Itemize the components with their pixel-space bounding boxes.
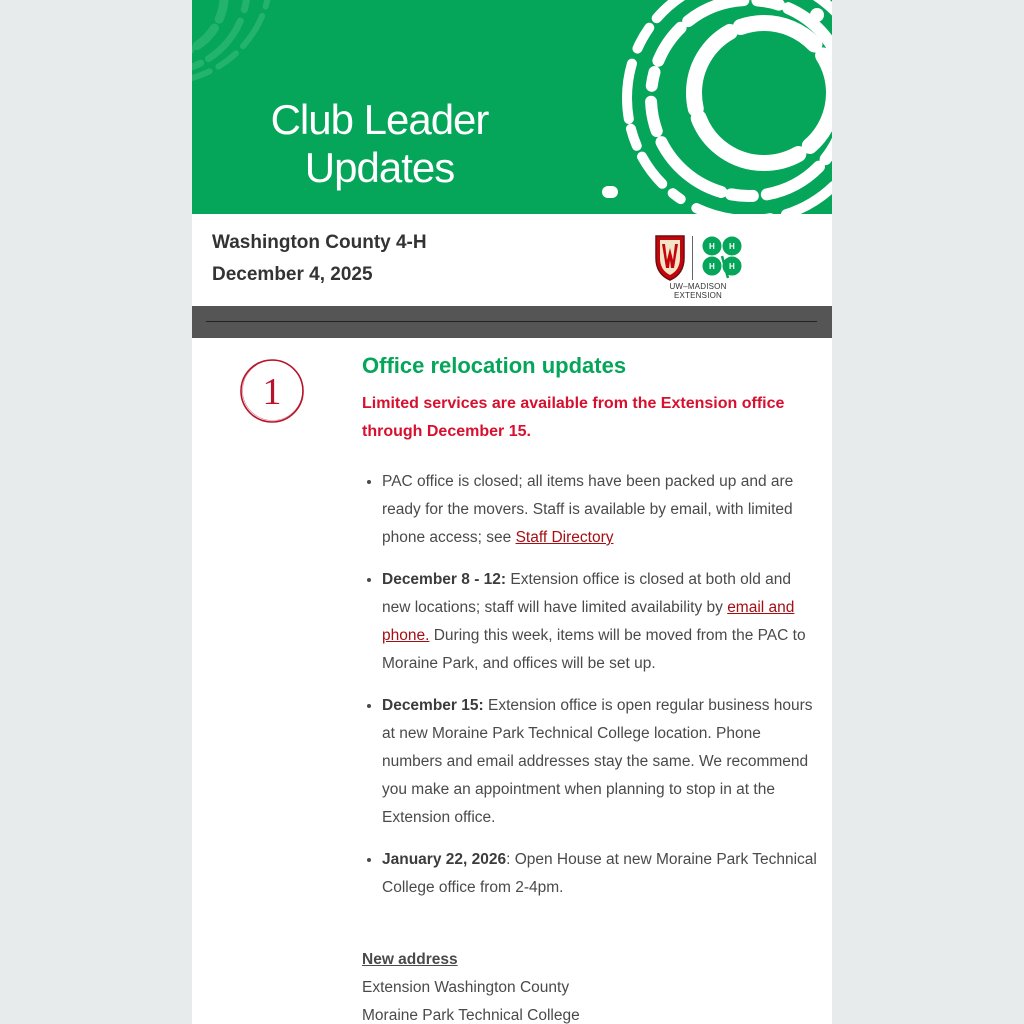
item-text: : Open House at new Moraine Park Technical College office from 2-4pm. [382,851,817,896]
header-banner [192,0,832,214]
divider-line [206,321,817,322]
staff-directory-link[interactable]: Staff Directory [515,529,614,546]
item-text-after: During this week, items will be moved from the PAC to Moraine Park, and offices will be set up. [382,627,806,672]
logo-caption: UW–MADISON EXTENSION [669,282,727,300]
list-item [382,846,822,902]
alert-text: Limited services are available from the Extension office through December 15. [362,395,785,440]
info-strip [192,214,832,306]
item-text: PAC office is closed; all items have been packed up and are ready for the movers. Staff is available by email, with limited phone access; see [382,473,794,546]
item-lead: January 22, 2026 [382,851,507,868]
new-address-block [362,946,822,1024]
svg-text:H: H [729,242,735,251]
svg-text:H: H [729,262,735,271]
banner-title-line1: Club Leader [270,96,489,143]
uw-extension-logo [646,232,750,300]
banner-title [232,96,527,192]
section-number: 1 [262,371,282,413]
address-heading: New address [362,951,458,968]
section-title: Office relocation updates [362,353,627,378]
item-lead: December 15: [382,697,484,714]
list-item [382,468,822,552]
email-and-phone-link[interactable]: email and phone. [382,599,795,644]
item-lead: December 8 - 12: [382,571,507,588]
banner-title-line2: Updates [304,144,455,191]
section-content [362,346,822,1024]
address-line: Moraine Park Technical College [362,1007,580,1024]
divider-bar [192,306,832,338]
item-text: Extension office is closed at both old and new locations; staff will have limited availability by [382,571,791,616]
uw-crest-icon [646,232,750,282]
address-line: Extension Washington County [362,979,570,996]
svg-text:H: H [709,242,715,251]
issue-date: December 4, 2025 [212,264,373,285]
section-number-badge [238,357,306,425]
item-text: Extension office is open regular business hours at new Moraine Park Technical College location. Phone numbers and email addresses stay the same. We recommend you make an appointment when planning to stop in at the Extension office. [382,697,813,826]
list-item [382,692,822,832]
county-name: Washington County 4-H [212,232,427,253]
list-item [382,566,822,678]
update-list [362,468,822,902]
newsletter-page [192,0,832,1024]
svg-text:H: H [709,262,715,271]
